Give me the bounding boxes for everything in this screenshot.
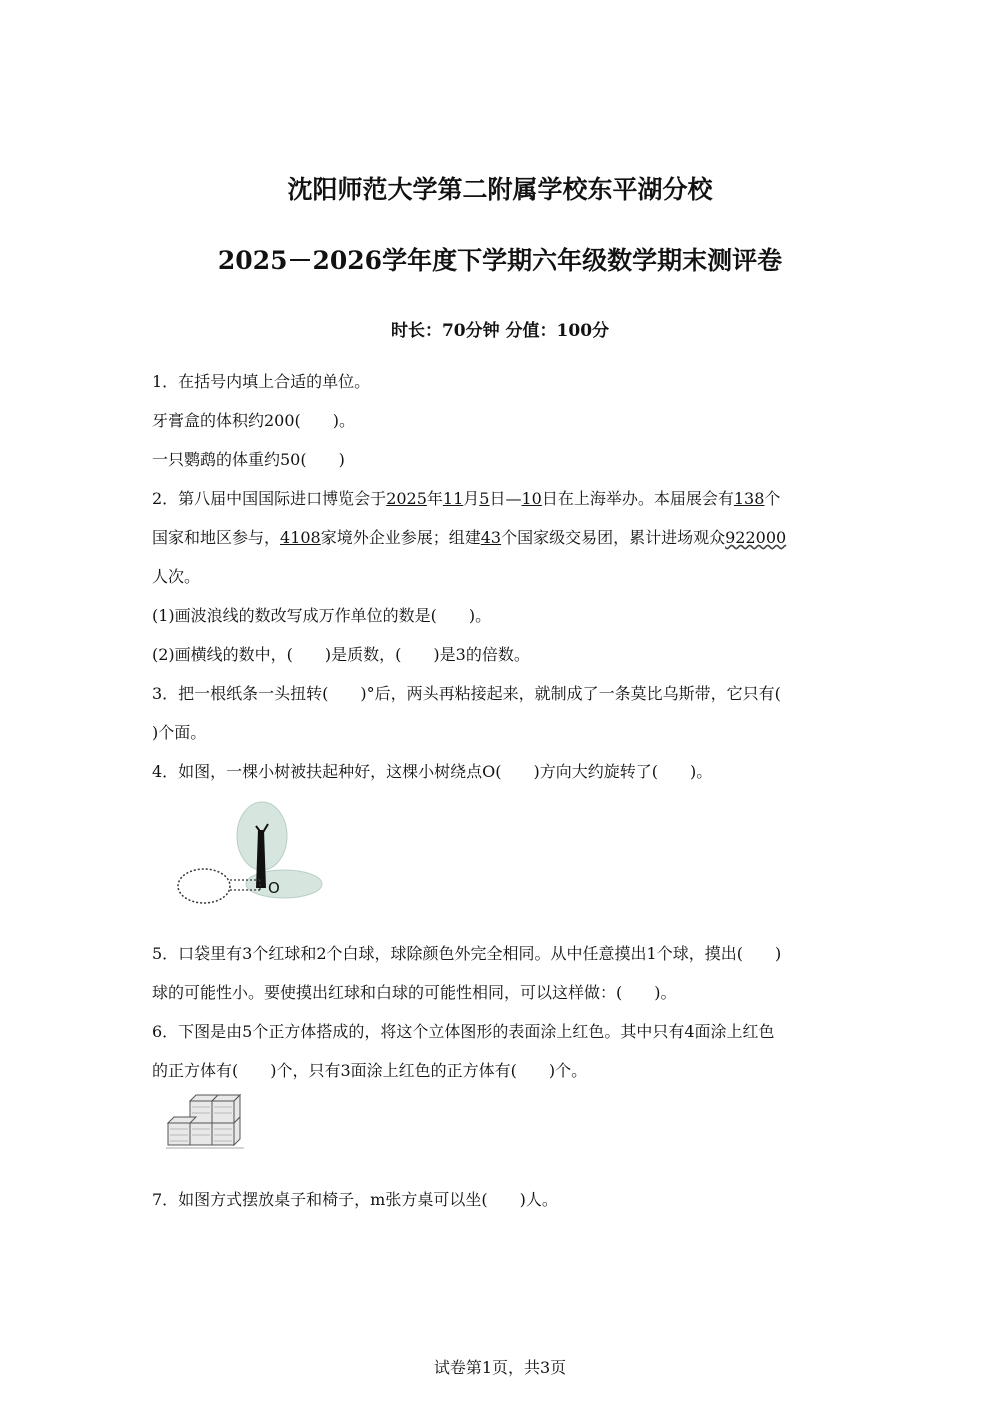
q2-underlined-number: 43 [480, 528, 502, 547]
q2-line-1 [152, 488, 780, 510]
q2-text: 日在上海举办。本届展会有 [541, 489, 734, 508]
q3-line-2: )个面。 [152, 723, 207, 742]
exam-title: 2025－2026学年度下学期六年级数学期末测评卷 [217, 246, 783, 275]
q2-text: 年 [426, 489, 443, 508]
q2-text: 个 [764, 489, 781, 508]
q2-text: 月 [463, 489, 480, 508]
q6-line-1: 6．下图是由5个正方体搭成的，将这个立体图形的表面涂上红色。其中只有4面涂上红色 [152, 1022, 775, 1041]
pivot-label-o: O [268, 879, 280, 897]
q2-line-3: 人次。 [152, 567, 201, 586]
cube-stack-figure [166, 1093, 244, 1151]
q2-line-2 [152, 527, 786, 549]
q2-text: 2．第八届中国国际进口博览会于 [152, 489, 387, 508]
q1-stem: 1．在括号内填上合适的单位。 [152, 372, 371, 391]
tree-canopy-fallen [178, 869, 230, 903]
page-footer: 试卷第1页，共3页 [433, 1358, 567, 1377]
q7-stem: 7．如图方式摆放桌子和椅子，m张方桌可以坐( )人。 [152, 1190, 558, 1209]
q2-text: 家境外企业参展；组建 [320, 528, 481, 547]
q5-line-2: 球的可能性小。要使摸出红球和白球的可能性相同，可以这样做：( )。 [152, 983, 677, 1002]
q2-underlined-number: 138 [733, 489, 765, 508]
q2-underlined-number: 10 [521, 489, 542, 508]
exam-meta: 时长：70分钟 分值：100分 [390, 321, 610, 341]
q6-line-2: 的正方体有( )个，只有3面涂上红色的正方体有( )个。 [152, 1061, 588, 1080]
q2-underlined-number: 4108 [280, 528, 321, 547]
tree-rotation-figure [172, 798, 332, 910]
q2-text: 日— [489, 489, 522, 508]
q2-underlined-number: 11 [442, 489, 464, 508]
q1-item-a: 牙膏盒的体积约200( )。 [152, 411, 356, 430]
q2-underlined-number: 2025 [386, 489, 427, 508]
q5-line-1: 5．口袋里有3个红球和2个白球，球除颜色外完全相同。从中任意摸出1个球，摸出( ) [152, 944, 782, 963]
q2-wavy-number: 922000 [725, 528, 787, 547]
school-title: 沈阳师范大学第二附属学校东平湖分校 [287, 175, 713, 204]
q2-sub-2: (2)画横线的数中，( )是质数，( )是3的倍数。 [152, 645, 530, 664]
q4-stem: 4．如图，一棵小树被扶起种好，这棵小树绕点O( )方向大约旋转了( )。 [152, 762, 713, 781]
q2-underlined-number: 5 [479, 489, 490, 508]
q2-text: 个国家级交易团，累计进场观众 [501, 528, 726, 547]
q3-line-1: 3．把一根纸条一头扭转( )°后，两头再粘接起来，就制成了一条莫比乌斯带，它只有( [152, 684, 781, 703]
q2-sub-1: (1)画波浪线的数改写成万作单位的数是( )。 [152, 606, 492, 625]
q1-item-b: 一只鹦鹉的体重约50( ) [152, 450, 345, 469]
q2-text: 国家和地区参与， [152, 528, 281, 547]
